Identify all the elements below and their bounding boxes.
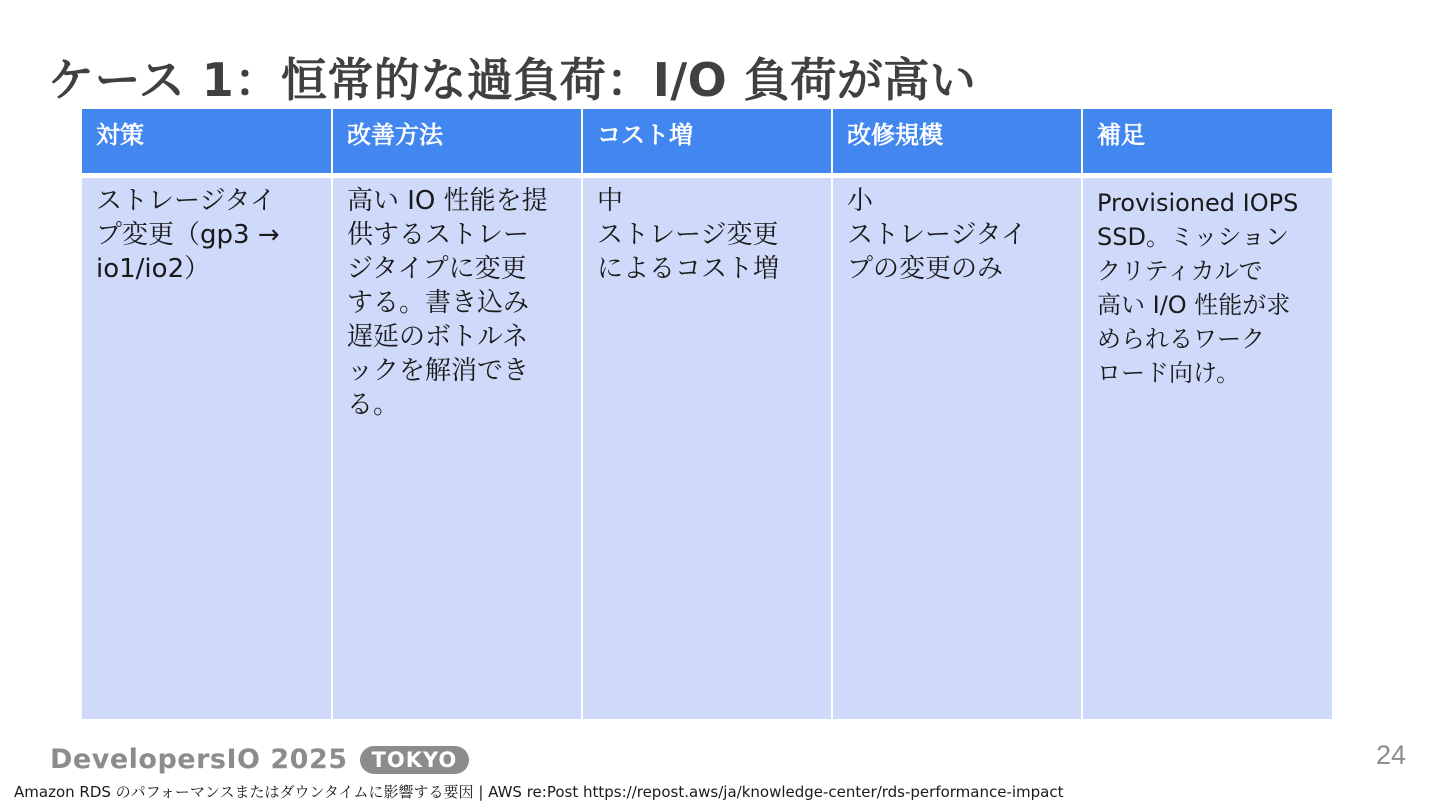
cell-line: ジタイプに変更	[347, 254, 527, 284]
cell-notes	[1082, 176, 1332, 720]
cell-line: 高い I/O 性能が求	[1097, 291, 1291, 319]
cell-line: ストレージタイ	[847, 220, 1027, 250]
cell-line: 小	[847, 186, 874, 216]
header-modification-scale: 改修規模	[832, 109, 1082, 176]
event-logo	[50, 744, 469, 775]
cell-measure	[82, 176, 332, 720]
cell-line: 中	[597, 186, 624, 216]
cell-line: ックを解消でき	[347, 356, 530, 386]
cell-line: によるコスト増	[597, 254, 780, 284]
slide-title: ケース 1：恒常的な過負荷：I/O 負荷が高い	[48, 53, 977, 107]
header-measure: 対策	[82, 109, 332, 176]
cell-improvement-method	[332, 176, 582, 720]
cell-line: 供するストレー	[347, 220, 530, 250]
cell-line: ストレージタイ	[96, 186, 276, 216]
cell-line: プ変更（gp3 →	[96, 220, 280, 250]
cell-line: 高い IO 性能を提	[347, 186, 548, 216]
cell-line: Provisioned IOPS	[1097, 189, 1299, 217]
cell-line: 遅延のボトルネ	[347, 322, 529, 352]
cell-modification-scale	[832, 176, 1082, 720]
cell-line: ストレージ変更	[597, 220, 779, 250]
table-header-row	[82, 109, 1332, 176]
brand-name: DevelopersIO 2025	[50, 744, 348, 775]
header-notes: 補足	[1082, 109, 1332, 176]
cell-line: SSD。ミッション	[1097, 223, 1289, 251]
header-improvement-method: 改善方法	[332, 109, 582, 176]
cell-line: プの変更のみ	[847, 254, 1004, 284]
cell-line: ロード向け。	[1097, 359, 1241, 387]
location-badge: TOKYO	[360, 746, 470, 774]
cell-line: する。書き込み	[347, 288, 530, 318]
source-citation: Amazon RDS のパフォーマンスまたはダウンタイムに影響する要因 | AWS re:Post https://repost.aws/ja/knowledge-center/rds-performance-impact	[14, 783, 1064, 801]
table-row	[82, 176, 1332, 720]
cell-line: io1/io2）	[96, 254, 211, 284]
comparison-table	[82, 109, 1332, 719]
cell-line: る。	[347, 390, 400, 420]
header-cost-increase: コスト増	[582, 109, 832, 176]
cell-line: クリティカルで	[1097, 257, 1263, 285]
page-number: 24	[1375, 740, 1406, 770]
cell-line: められるワーク	[1097, 325, 1265, 353]
cell-cost-increase	[582, 176, 832, 720]
